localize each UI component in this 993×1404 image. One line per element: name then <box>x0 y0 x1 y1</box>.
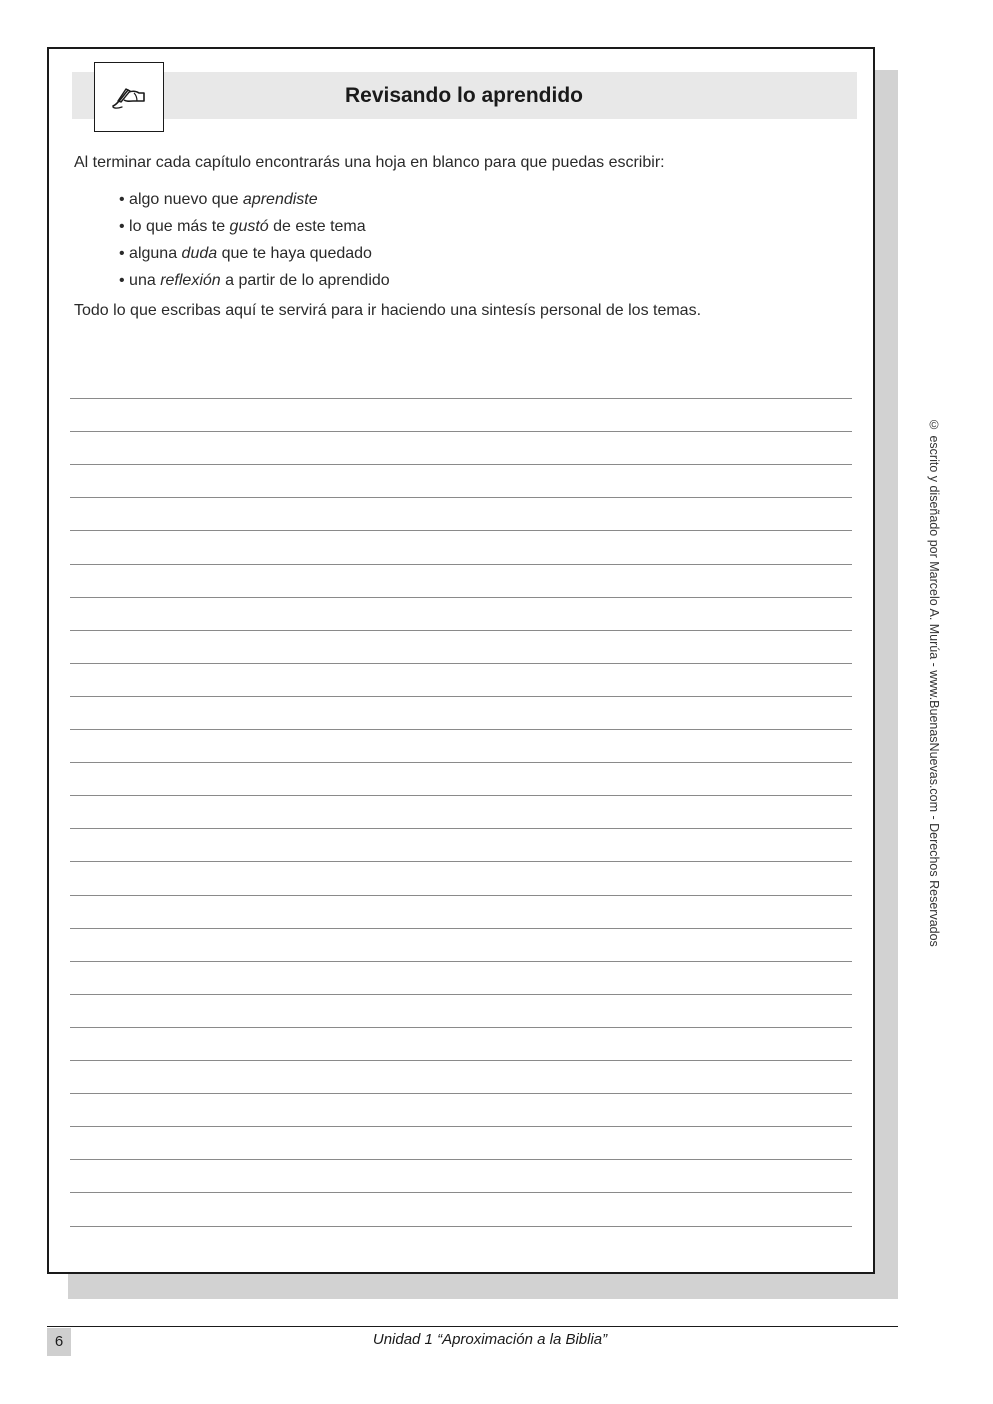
writing-hand-icon <box>109 82 149 112</box>
writing-line[interactable] <box>70 895 852 896</box>
writing-line[interactable] <box>70 1126 852 1127</box>
worksheet-frame <box>47 47 875 1274</box>
intro-text: Al terminar cada capítulo encontrarás una hoja en blanco para que puedas escribir: <box>74 154 665 171</box>
writing-line[interactable] <box>70 597 852 598</box>
writing-line[interactable] <box>70 497 852 498</box>
writing-line[interactable] <box>70 928 852 929</box>
list-item: • algo nuevo que aprendiste <box>119 191 318 208</box>
writing-line[interactable] <box>70 1027 852 1028</box>
list-item: • alguna duda que te haya quedado <box>119 245 372 262</box>
writing-line[interactable] <box>70 828 852 829</box>
list-item: • una reflexión a partir de lo aprendido <box>119 272 390 289</box>
footer-rule <box>47 1326 898 1327</box>
writing-line[interactable] <box>70 530 852 531</box>
writing-line[interactable] <box>70 1060 852 1061</box>
writing-line[interactable] <box>70 729 852 730</box>
writing-line[interactable] <box>70 564 852 565</box>
side-credit: © escrito y diseñado por Marcelo A. Murúa - www.BuenasNuevas.com - Derechos Reservados <box>927 418 941 947</box>
page-number: 6 <box>47 1328 71 1356</box>
writing-line[interactable] <box>70 464 852 465</box>
writing-line[interactable] <box>70 431 852 432</box>
writing-hand-icon-box <box>94 62 164 132</box>
writing-line[interactable] <box>70 696 852 697</box>
writing-line[interactable] <box>70 762 852 763</box>
writing-line[interactable] <box>70 1093 852 1094</box>
writing-line[interactable] <box>70 795 852 796</box>
writing-line[interactable] <box>70 1226 852 1227</box>
footer-title: Unidad 1 “Aproximación a la Biblia” <box>372 1331 608 1348</box>
writing-line[interactable] <box>70 994 852 995</box>
closing-text: Todo lo que escribas aquí te servirá para ir haciendo una sintesís personal de los temas. <box>74 302 702 319</box>
writing-line[interactable] <box>70 961 852 962</box>
writing-line[interactable] <box>70 1159 852 1160</box>
writing-line[interactable] <box>70 861 852 862</box>
writing-line[interactable] <box>70 663 852 664</box>
list-item: • lo que más te gustó de este tema <box>119 218 366 235</box>
bullet-list <box>119 189 390 297</box>
writing-line[interactable] <box>70 630 852 631</box>
page-title: Revisando lo aprendido <box>344 84 584 107</box>
writing-line[interactable] <box>70 1192 852 1193</box>
writing-line[interactable] <box>70 398 852 399</box>
